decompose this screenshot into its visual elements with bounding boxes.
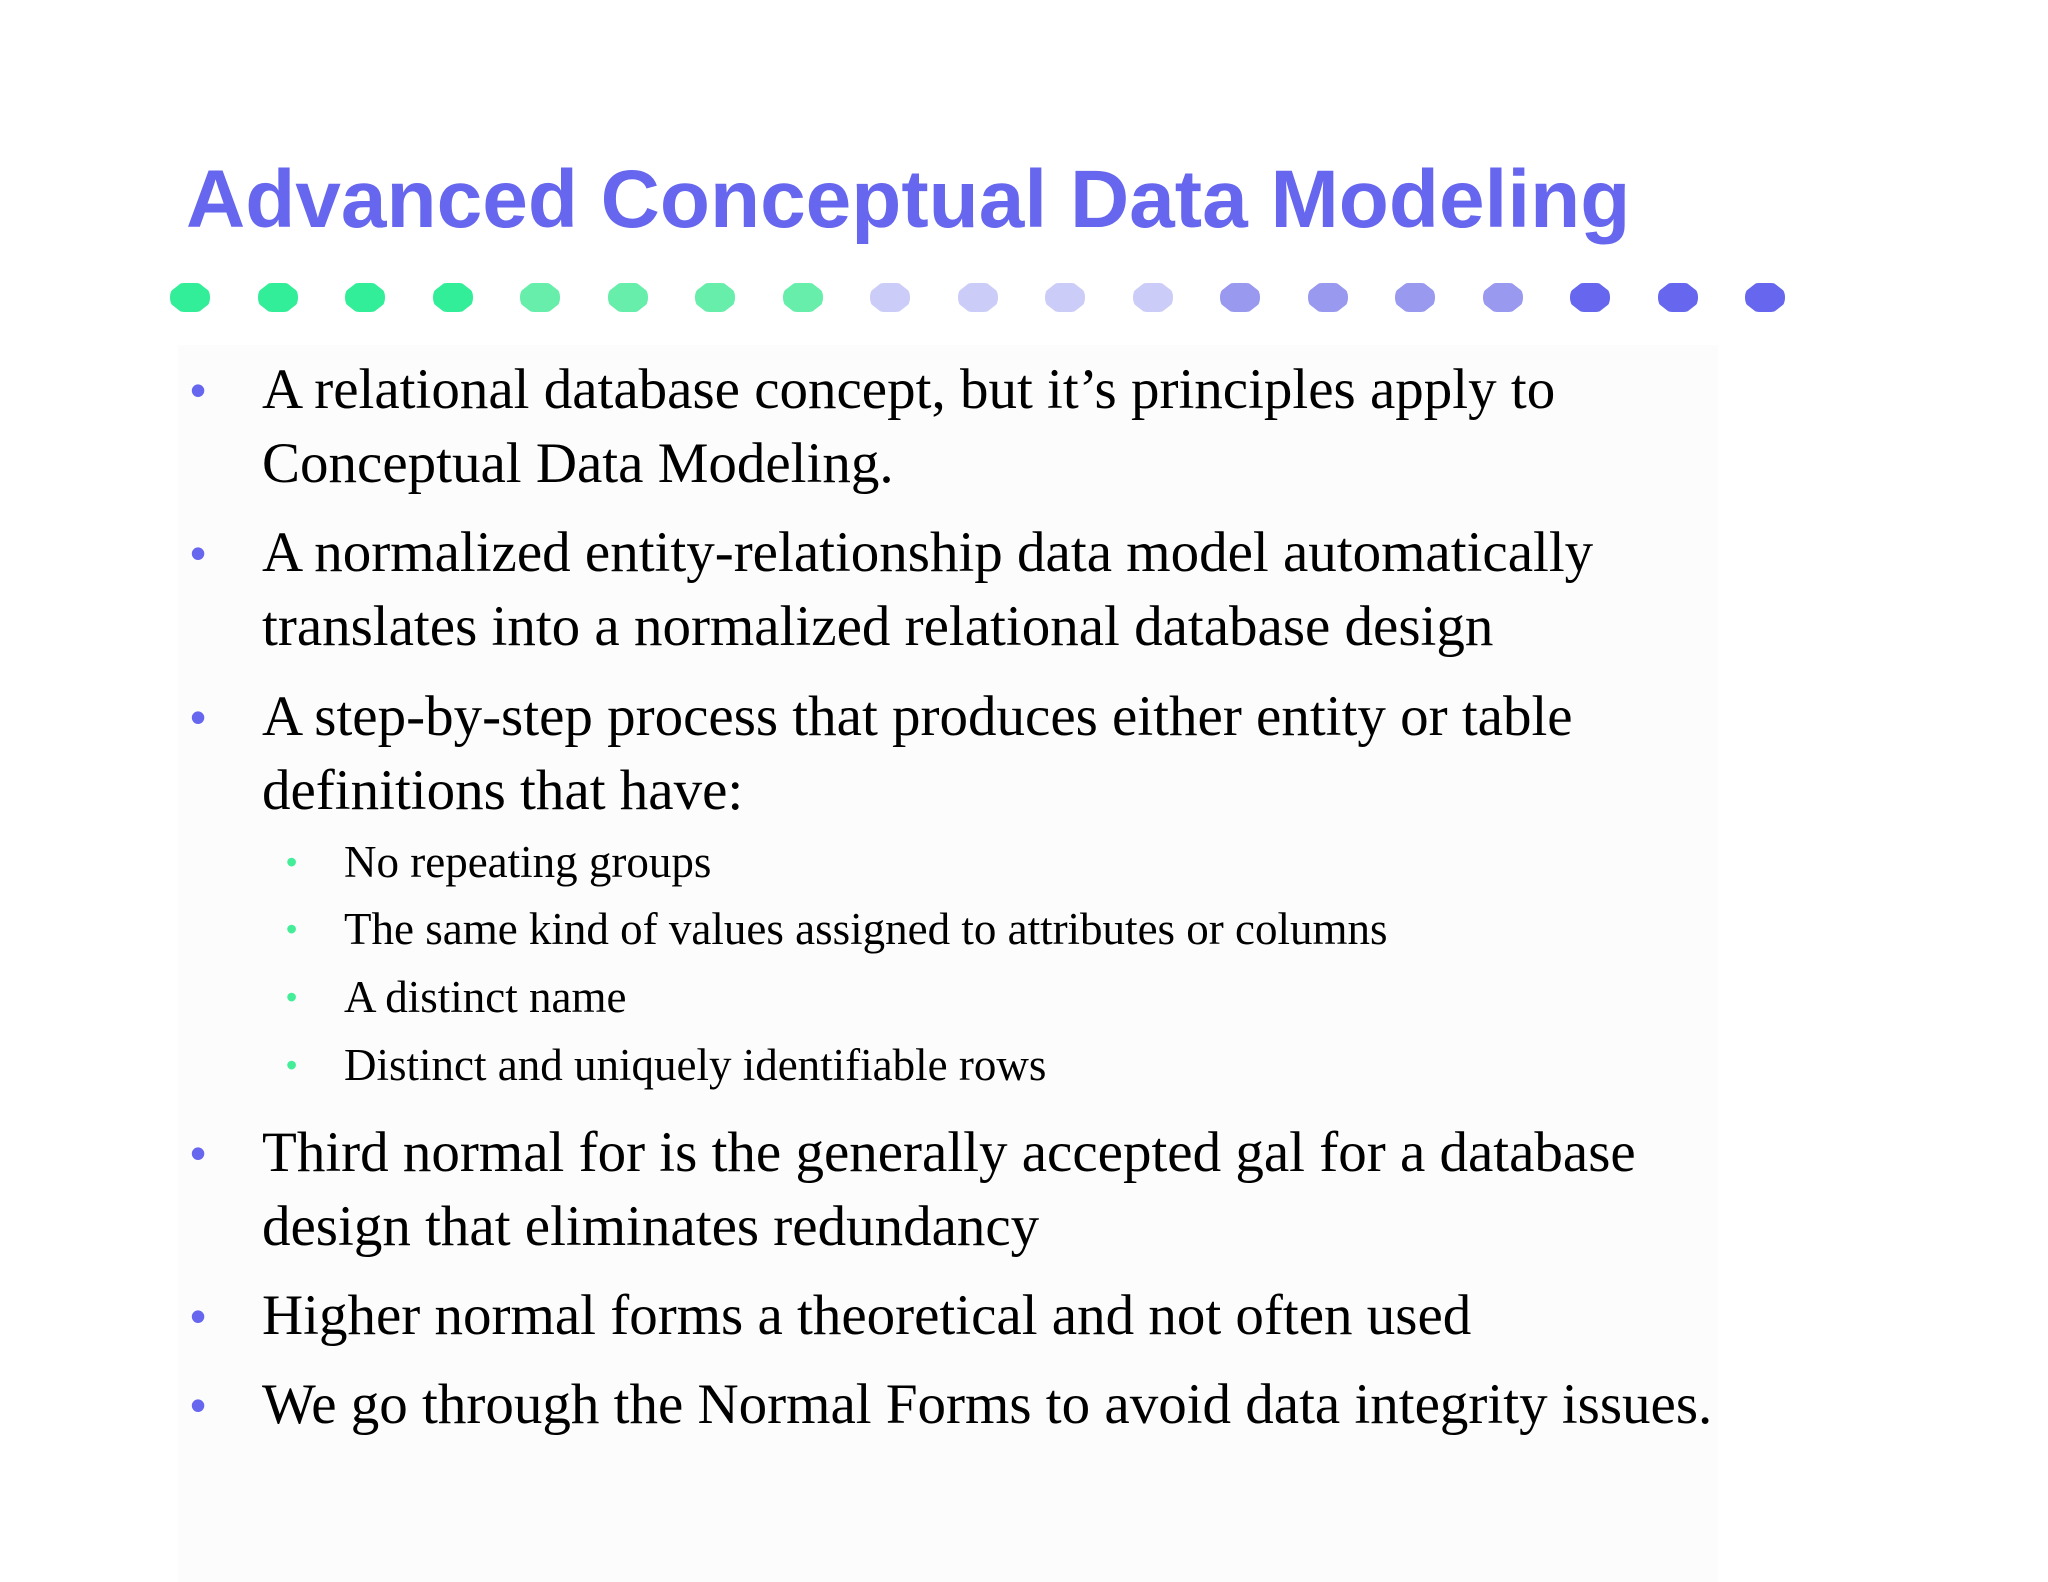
- bullet-item: [190, 516, 1782, 664]
- bullet-text: Higher normal forms a theoretical and not often used: [262, 1284, 1472, 1347]
- slide-title: Advanced Conceptual Data Modeling: [186, 154, 1631, 245]
- bullet-item: [190, 353, 1782, 501]
- divider-dot: [170, 283, 210, 312]
- divider-dot: [783, 283, 823, 312]
- divider-dot: [1133, 283, 1173, 312]
- divider-dot: [433, 283, 473, 312]
- sub-bullet-item: [286, 832, 1644, 892]
- bullet-marker: •: [190, 364, 207, 416]
- divider-dot: [1570, 283, 1610, 312]
- divider-dot: [695, 283, 735, 312]
- sub-bullet-marker: •: [286, 844, 298, 880]
- divider-dot: [1045, 283, 1085, 312]
- bullet-marker: •: [190, 691, 207, 743]
- divider-dot: [608, 283, 648, 312]
- bullet-marker: •: [190, 1290, 207, 1342]
- bullet-text: Third normal for is the generally accepted gal for a database design that eliminates redundancy: [262, 1121, 1636, 1258]
- bullet-item: [190, 680, 1782, 828]
- sub-bullet-marker: •: [286, 1047, 298, 1083]
- divider-dot: [1483, 283, 1523, 312]
- divider-dot: [520, 283, 560, 312]
- divider-dot: [1395, 283, 1435, 312]
- bullet-item: [190, 1116, 1782, 1264]
- sub-bullet-item: [286, 967, 1644, 1027]
- divider-dot: [1745, 283, 1785, 312]
- divider-dot: [1220, 283, 1260, 312]
- divider-dot: [1308, 283, 1348, 312]
- bullet-text: A step-by-step process that produces either entity or table definitions that have:: [262, 685, 1573, 822]
- divider-dot: [1658, 283, 1698, 312]
- sub-bullet-item: [286, 1035, 1644, 1095]
- sub-bullet-text: The same kind of values assigned to attributes or columns: [344, 904, 1388, 954]
- bullet-item: [190, 1279, 1782, 1353]
- bullet-marker: •: [190, 1127, 207, 1179]
- bullet-text: We go through the Normal Forms to avoid data integrity issues.: [262, 1373, 1713, 1436]
- bullet-marker: •: [190, 527, 207, 579]
- divider-dot: [345, 283, 385, 312]
- sub-bullet-item: [286, 899, 1644, 959]
- bullet-item: [190, 1368, 1782, 1442]
- sub-bullet-marker: •: [286, 911, 298, 947]
- sub-bullet-text: A distinct name: [344, 972, 627, 1022]
- bullet-text: A normalized entity-relationship data model automatically translates into a normalized relational database design: [262, 521, 1594, 658]
- divider-dot: [258, 283, 298, 312]
- divider-dot: [958, 283, 998, 312]
- bullet-marker: •: [190, 1379, 207, 1431]
- sub-bullet-text: Distinct and uniquely identifiable rows: [344, 1040, 1047, 1090]
- bullet-text: A relational database concept, but it’s principles apply to Conceptual Data Modeling.: [262, 358, 1556, 495]
- divider-dot: [870, 283, 910, 312]
- sub-bullet-text: No repeating groups: [344, 837, 712, 887]
- sub-bullet-marker: •: [286, 979, 298, 1015]
